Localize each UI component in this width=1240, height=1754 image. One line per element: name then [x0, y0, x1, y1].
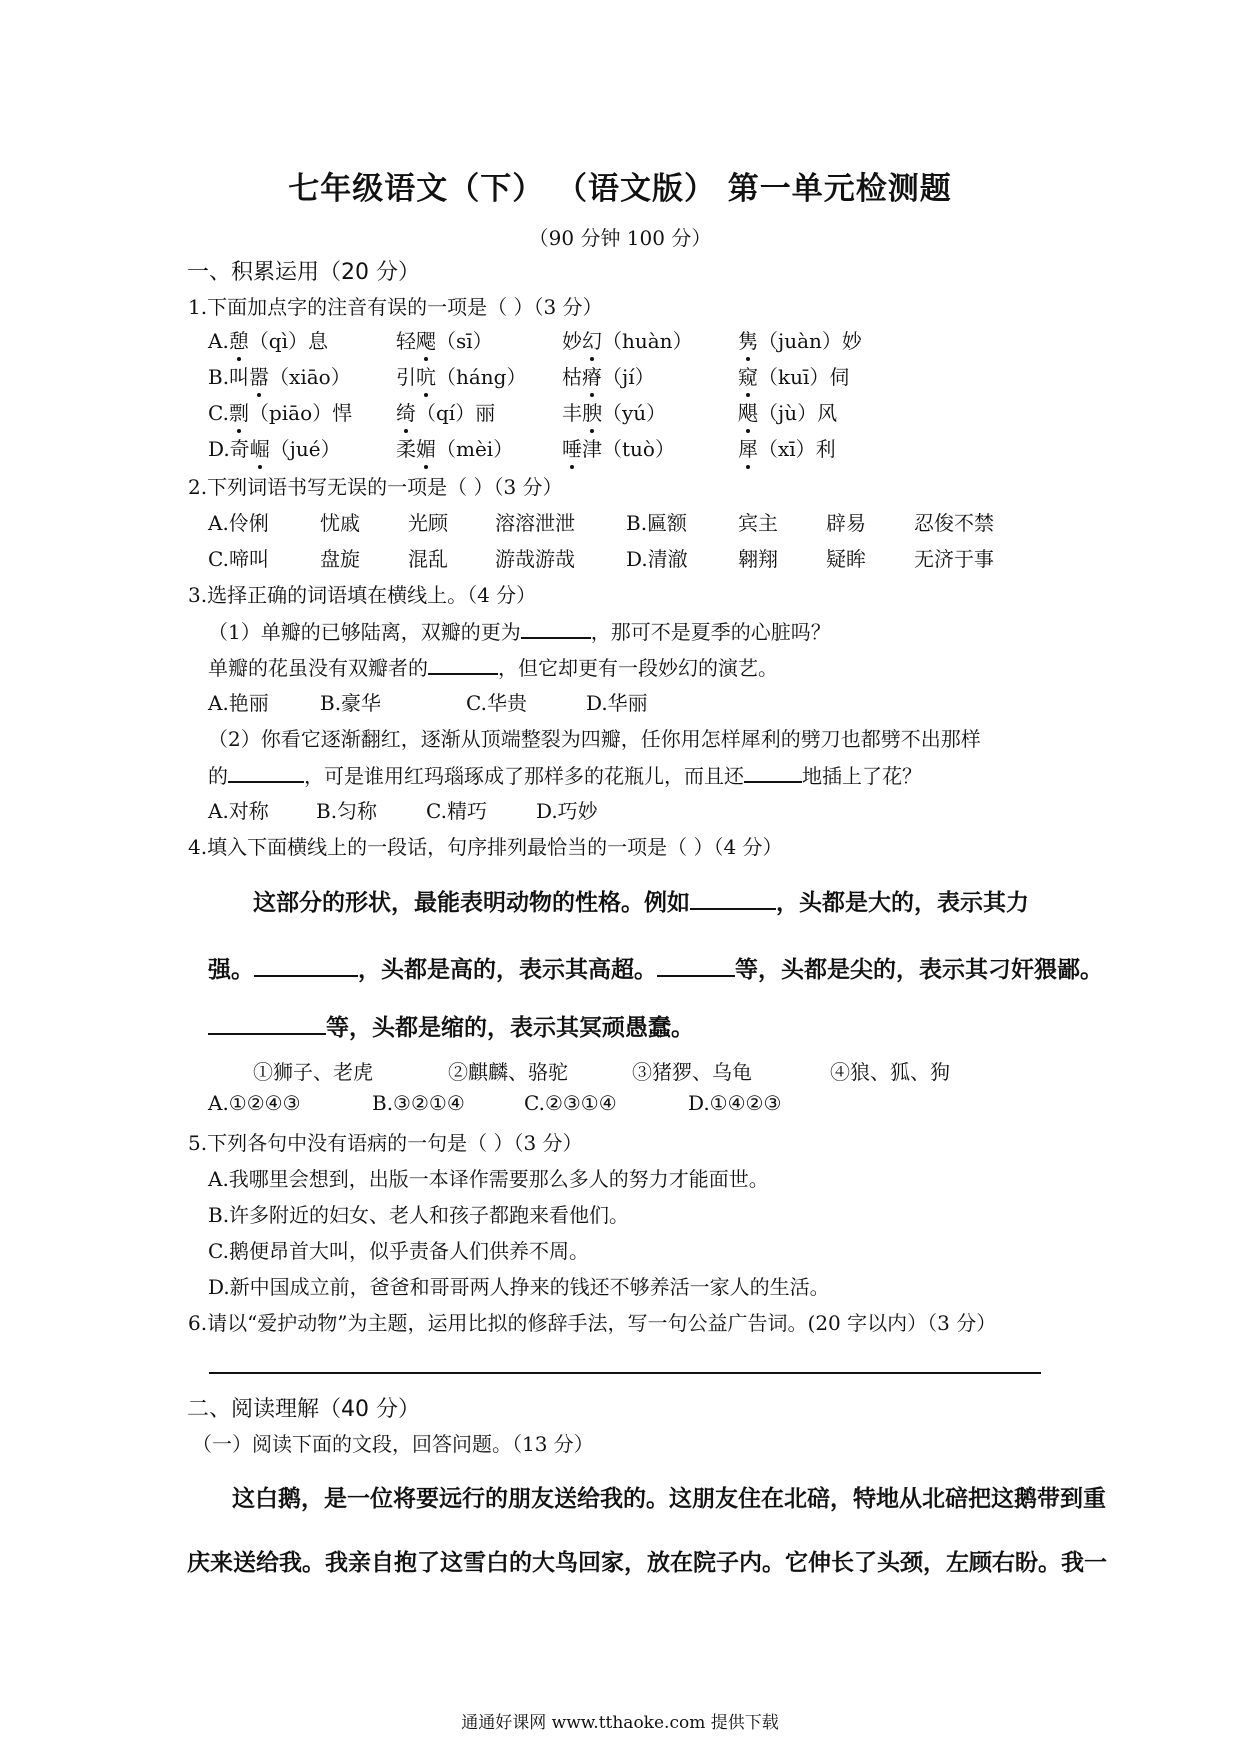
text: D.奇 — [208, 437, 250, 461]
q3-sentence-4 — [208, 759, 922, 789]
passage-line-2: 庆来送给我。我亲自抱了这雪白的大鸟回家，放在院子内。它伸长了头颈，左顾右盼。我一 — [187, 1550, 1107, 1576]
q4-paragraph-line-1 — [253, 884, 1029, 917]
q1-option-a-4 — [738, 325, 862, 354]
q2-word: 游哉游哉 — [495, 547, 575, 571]
answer-blank — [657, 953, 735, 977]
answer-blank — [428, 651, 498, 675]
q2-word: 疑眸 — [826, 547, 866, 571]
text: （huàn） — [602, 329, 693, 353]
text: ，头都是大的，表示其力 — [776, 890, 1029, 916]
text: （jué） — [269, 437, 341, 461]
text: （jù）风 — [758, 401, 838, 425]
text: 的 — [208, 764, 228, 788]
q2-word: 辟易 — [826, 511, 866, 535]
q1-option-a-2 — [396, 325, 493, 354]
q1-option-b-1 — [208, 361, 351, 390]
text: 等，头都是缩的，表示其冥顽愚蠢。 — [326, 1015, 694, 1041]
q2-word: 无济于事 — [914, 547, 994, 571]
q2-word: 盘旋 — [320, 547, 360, 571]
text: 津（tuò） — [582, 437, 675, 461]
dotted-char: 隽 — [738, 325, 758, 354]
text: （1）单瓣的已够陆离，双瓣的更为 — [208, 620, 521, 644]
dotted-char: 崛 — [250, 433, 270, 462]
dotted-char: 犀 — [738, 433, 758, 462]
text: ，那可不是夏季的心脏吗？ — [590, 620, 831, 644]
dotted-char: 飓 — [738, 397, 758, 426]
q3-sentence-3: （2）你看它逐渐翻红，逐渐从顶端整裂为四瓣，任你用怎样犀利的劈刀也都劈不出那样 — [208, 727, 981, 751]
text: 柔 — [396, 437, 416, 461]
q6-answer-line — [209, 1372, 1041, 1374]
section2-heading: 二、阅读理解（40 分） — [187, 1397, 420, 1422]
text: （qì）息 — [248, 329, 329, 353]
text: 丰 — [562, 401, 582, 425]
text: 强。 — [208, 957, 254, 983]
q2-word: A.伶俐 — [208, 511, 269, 535]
text: C. — [208, 401, 229, 425]
q5-option-b: B.许多附近的妇女、老人和孩子都跑来看他们。 — [208, 1203, 630, 1227]
text: 引 — [396, 365, 416, 389]
text: 等，头都是尖的，表示其刁奸猥鄙。 — [735, 957, 1103, 983]
text: （mèi） — [436, 437, 514, 461]
q2-word: 溶溶泄泄 — [495, 511, 575, 535]
q4-paragraph-line-2 — [208, 951, 1103, 984]
q3-option: D.华丽 — [586, 691, 648, 715]
dotted-char: 吭 — [416, 361, 436, 390]
q2-word: D.清澈 — [626, 547, 688, 571]
q2-word: 翱翔 — [738, 547, 778, 571]
text: （háng） — [436, 365, 527, 389]
q3-stem: 3.选择正确的词语填在横线上。（4 分） — [188, 583, 537, 607]
page-title: 七年级语文（下） （语文版） 第一单元检测题 — [288, 171, 952, 207]
answer-blank — [228, 759, 304, 783]
q2-word: 忧戚 — [320, 511, 360, 535]
q1-option-a-1 — [208, 325, 328, 354]
text: （qí）丽 — [416, 401, 496, 425]
q1-option-a-3 — [562, 325, 693, 354]
q5-option-c: C.鹅便昂首大叫，似乎责备人们供养不周。 — [208, 1239, 589, 1263]
dotted-char: 嚣 — [249, 361, 269, 390]
q3-option: C.精巧 — [426, 799, 487, 823]
text: （juàn）妙 — [758, 329, 862, 353]
q1-option-d-1 — [208, 433, 341, 462]
section1-heading: 一、积累运用（20 分） — [187, 260, 420, 285]
q2-word: 混乱 — [408, 547, 448, 571]
dotted-char: 绮 — [396, 397, 416, 426]
q1-option-d-2 — [396, 433, 513, 462]
answer-blank — [690, 886, 776, 910]
dotted-char: 唾 — [562, 433, 582, 462]
q1-stem: 1.下面加点字的注音有误的一项是（ ）（3 分） — [188, 295, 603, 319]
dotted-char: 瘠 — [582, 361, 602, 390]
text: ，但它却更有一段妙幻的演艺。 — [498, 656, 778, 680]
dotted-char: 媚 — [416, 433, 436, 462]
q4-option: A.①②④③ — [208, 1091, 301, 1115]
q2-word: B.匾额 — [626, 511, 688, 535]
reading-part1-instruction: （一）阅读下面的文段，回答问题。（13 分） — [192, 1432, 594, 1456]
text: 这部分的形状，最能表明动物的性格。例如 — [253, 890, 690, 916]
passage-line-1: 这白鹅，是一位将要远行的朋友送给我的。这朋友住在北碚，特地从北碚把这鹅带到重 — [232, 1486, 1106, 1512]
q4-option: B.③②①④ — [372, 1091, 465, 1115]
q4-paragraph-line-3 — [208, 1009, 694, 1042]
text: A. — [208, 329, 229, 353]
answer-blank — [744, 759, 802, 783]
q1-option-c-2 — [396, 397, 495, 426]
q4-item: ③猪猡、乌龟 — [632, 1060, 752, 1084]
text: （xiāo） — [269, 365, 351, 389]
dotted-char: 窥 — [738, 361, 758, 390]
text: 轻 — [396, 329, 416, 353]
q3-sentence-1 — [208, 615, 831, 645]
q3-option: B.豪华 — [320, 691, 382, 715]
q1-option-c-4 — [738, 397, 837, 426]
q3-option: C.华贵 — [466, 691, 527, 715]
q1-option-b-4 — [738, 361, 849, 390]
text: 妙 — [562, 329, 582, 353]
q4-option: C.②③①④ — [524, 1091, 617, 1115]
text: （piāo）悍 — [248, 401, 353, 425]
answer-blank — [208, 1011, 326, 1035]
q1-option-c-3 — [562, 397, 666, 426]
dotted-char: 飔 — [416, 325, 436, 354]
text: 地插上了花？ — [802, 764, 922, 788]
q4-item: ④狼、狐、狗 — [830, 1060, 950, 1084]
text: ，可是谁用红玛瑙琢成了那样多的花瓶儿，而且还 — [304, 764, 744, 788]
q5-option-a: A.我哪里会想到，出版一本译作需要那么多人的努力才能面世。 — [208, 1167, 769, 1191]
answer-blank — [254, 953, 358, 977]
text: （yú） — [602, 401, 667, 425]
text: ，头都是高的，表示其高超。 — [358, 957, 657, 983]
q4-item: ①狮子、老虎 — [253, 1060, 373, 1084]
q3-option: B.匀称 — [316, 799, 378, 823]
q3-option: A.对称 — [208, 799, 269, 823]
q2-word: 宾主 — [738, 511, 778, 535]
q5-option-d: D.新中国成立前，爸爸和哥哥两人挣来的钱还不够养活一家人的生活。 — [208, 1275, 830, 1299]
text: 枯 — [562, 365, 582, 389]
q1-option-d-4 — [738, 433, 836, 462]
text: （kuī）伺 — [758, 365, 850, 389]
q6-stem: 6.请以“爱护动物”为主题，运用比拟的修辞手法，写一句公益广告词。(20 字以内）（3 分） — [188, 1311, 997, 1335]
dotted-char: 幻 — [582, 325, 602, 354]
dotted-char: 剽 — [229, 397, 249, 426]
q5-stem: 5.下列各句中没有语病的一句是（ ）（3 分） — [188, 1131, 583, 1155]
footer-source: 通通好课网 www.tthaoke.com 提供下载 — [461, 1713, 779, 1733]
dotted-char: 憩 — [229, 325, 249, 354]
exam-duration-score: （90 分钟 100 分） — [528, 226, 712, 250]
q4-stem: 4.填入下面横线上的一段话，句序排列最恰当的一项是（ ）（4 分） — [188, 835, 783, 859]
q1-option-b-3 — [562, 361, 655, 390]
text: （jí） — [602, 365, 655, 389]
q3-sentence-2 — [208, 651, 778, 681]
q3-option: D.巧妙 — [536, 799, 598, 823]
q2-word: 忍俊不禁 — [914, 511, 994, 535]
text: （sī） — [436, 329, 493, 353]
q4-option: D.①④②③ — [688, 1091, 782, 1115]
q1-option-b-2 — [396, 361, 527, 390]
text: （xī）利 — [758, 437, 836, 461]
q1-option-d-3 — [562, 433, 675, 462]
q2-stem: 2.下列词语书写无误的一项是（ ）（3 分） — [188, 475, 563, 499]
answer-blank — [521, 615, 591, 639]
q2-word: C.啼叫 — [208, 547, 269, 571]
q2-word: 光顾 — [408, 511, 448, 535]
q3-option: A.艳丽 — [208, 691, 269, 715]
text: B.叫 — [208, 365, 250, 389]
q1-option-c-1 — [208, 397, 352, 426]
text: 单瓣的花虽没有双瓣者的 — [208, 656, 428, 680]
dotted-char: 腴 — [582, 397, 602, 426]
q4-item: ②麒麟、骆驼 — [448, 1060, 568, 1084]
